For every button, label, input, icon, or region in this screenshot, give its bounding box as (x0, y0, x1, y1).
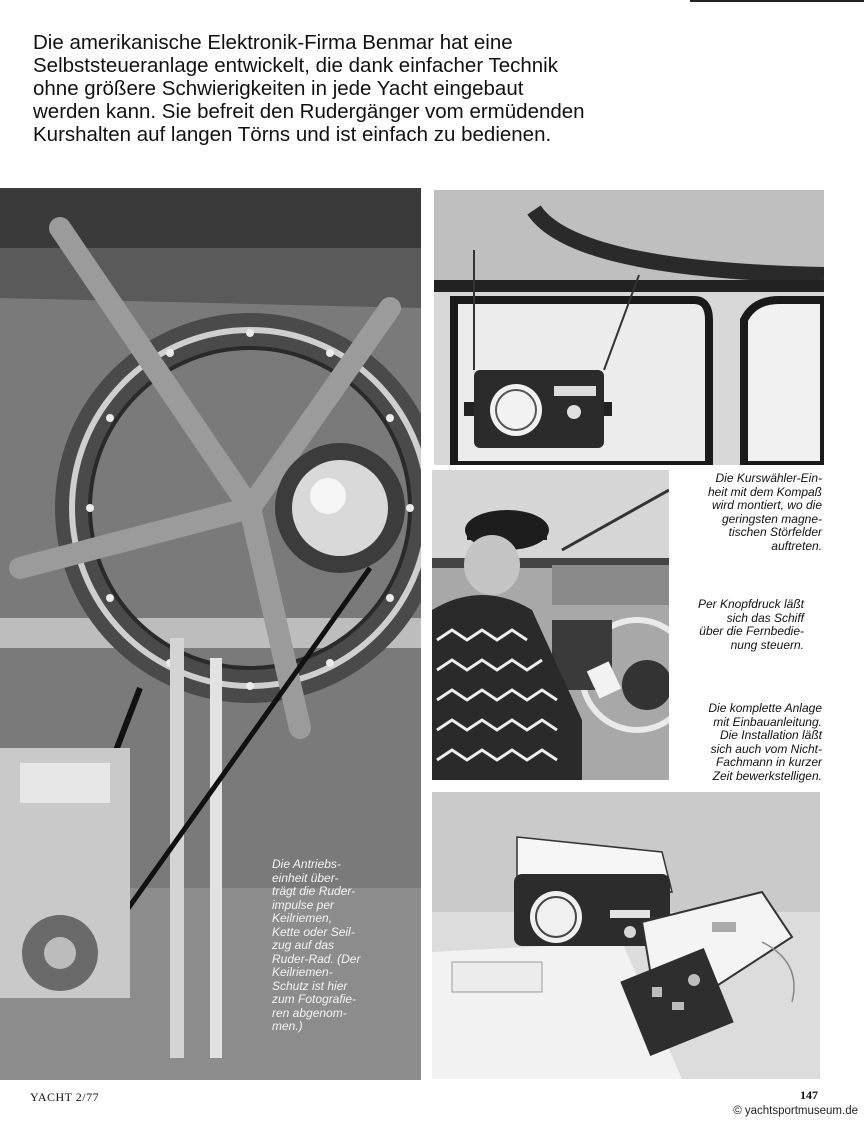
footer-magazine: YACHT 2/77 (30, 1090, 100, 1104)
photo-complete-set (432, 792, 820, 1079)
copyright-notice[interactable]: © yachtsportmuseum.de (733, 1105, 858, 1117)
caption-complete-set: Die komplette Anlage mit Einbauanleitung. Die Installation läßt sich auch vom Nicht- Fachmann in kurzer Zeit bewerkstelligen. (708, 701, 822, 783)
photo-remote-control (432, 470, 669, 780)
caption-compass-unit: Die Kurswähler-Ein- heit mit dem Kompaß wird montiert, wo die geringsten magne- tischen Störfelder auftreten. (707, 471, 822, 553)
caption-drive-unit: Die Antriebs- einheit über- trägt die Ruder- impulse per Keilriemen, Kette oder Seil- zug auf das Ruder-Rad. (Der Keilriemen- Schutz ist hier zum Fotografie- ren abgenom- men.) (272, 857, 361, 1033)
remote-control-image (432, 470, 669, 780)
footer-page-number: 147 (800, 1088, 818, 1102)
article-intro: Die amerikanische Elektronik-Firma Benmar hat eine Selbststeueranlage entwickelt, die dank einfacher Technik ohne größere Schwierigkeiten in jede Yacht eingebaut werden kann. Sie befreit den Rudergänger vom ermüdenden Kurshalten auf langen Törns und ist einfach zu bedienen. (33, 31, 585, 146)
complete-set-image (432, 792, 820, 1079)
photo-compass-unit (434, 190, 824, 465)
top-rule (690, 0, 864, 2)
compass-unit-image (434, 190, 824, 465)
caption-remote: Per Knopfdruck läßt sich das Schiff über die Fernbedie- nung steuern. (697, 597, 804, 652)
